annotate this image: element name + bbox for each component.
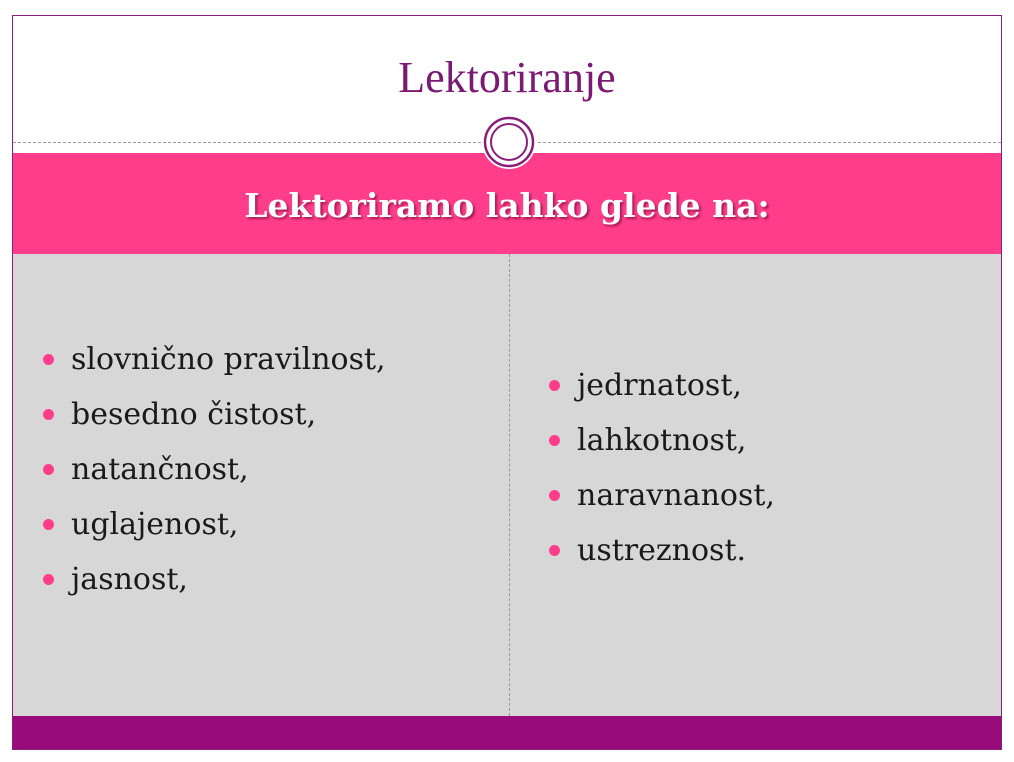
dot-bullet-icon <box>549 380 560 391</box>
list-item-text: jasnost, <box>71 562 188 597</box>
content-area <box>13 254 1001 716</box>
list-item <box>41 442 501 497</box>
list-item-text: slovnično pravilnost, <box>71 342 386 377</box>
dot-bullet-icon <box>43 464 54 475</box>
dot-bullet-icon <box>549 435 560 446</box>
dot-bullet-icon <box>549 490 560 501</box>
list-item <box>41 497 501 552</box>
list-item <box>41 332 501 387</box>
list-item <box>41 387 501 442</box>
list-item <box>547 523 987 578</box>
list-item-text: natančnost, <box>71 452 249 487</box>
list-item <box>41 552 501 607</box>
slide <box>12 15 1002 750</box>
dot-bullet-icon <box>43 519 54 530</box>
dot-bullet-icon <box>549 545 560 556</box>
dot-bullet-icon <box>43 574 54 585</box>
double-ring-icon <box>481 114 537 170</box>
right-bullet-list <box>547 358 987 578</box>
footer-bar <box>13 716 1001 749</box>
list-item-text: uglajenost, <box>71 507 239 542</box>
slide-title: Lektoriranje <box>398 53 616 102</box>
list-item-text: naravnanost, <box>577 478 775 513</box>
list-item-text: besedno čistost, <box>71 397 317 432</box>
left-bullet-list <box>41 332 501 607</box>
subtitle-heading: Lektoriramo lahko glede na: <box>244 186 770 225</box>
list-item <box>547 468 987 523</box>
list-item-text: jedrnatost, <box>577 368 742 403</box>
column-divider <box>509 254 510 716</box>
list-item <box>547 413 987 468</box>
list-item-text: ustreznost. <box>577 533 747 568</box>
right-column <box>547 358 987 578</box>
list-item-text: lahkotnost, <box>577 423 747 458</box>
list-item <box>547 358 987 413</box>
dot-bullet-icon <box>43 354 54 365</box>
left-column <box>41 332 501 607</box>
dot-bullet-icon <box>43 409 54 420</box>
